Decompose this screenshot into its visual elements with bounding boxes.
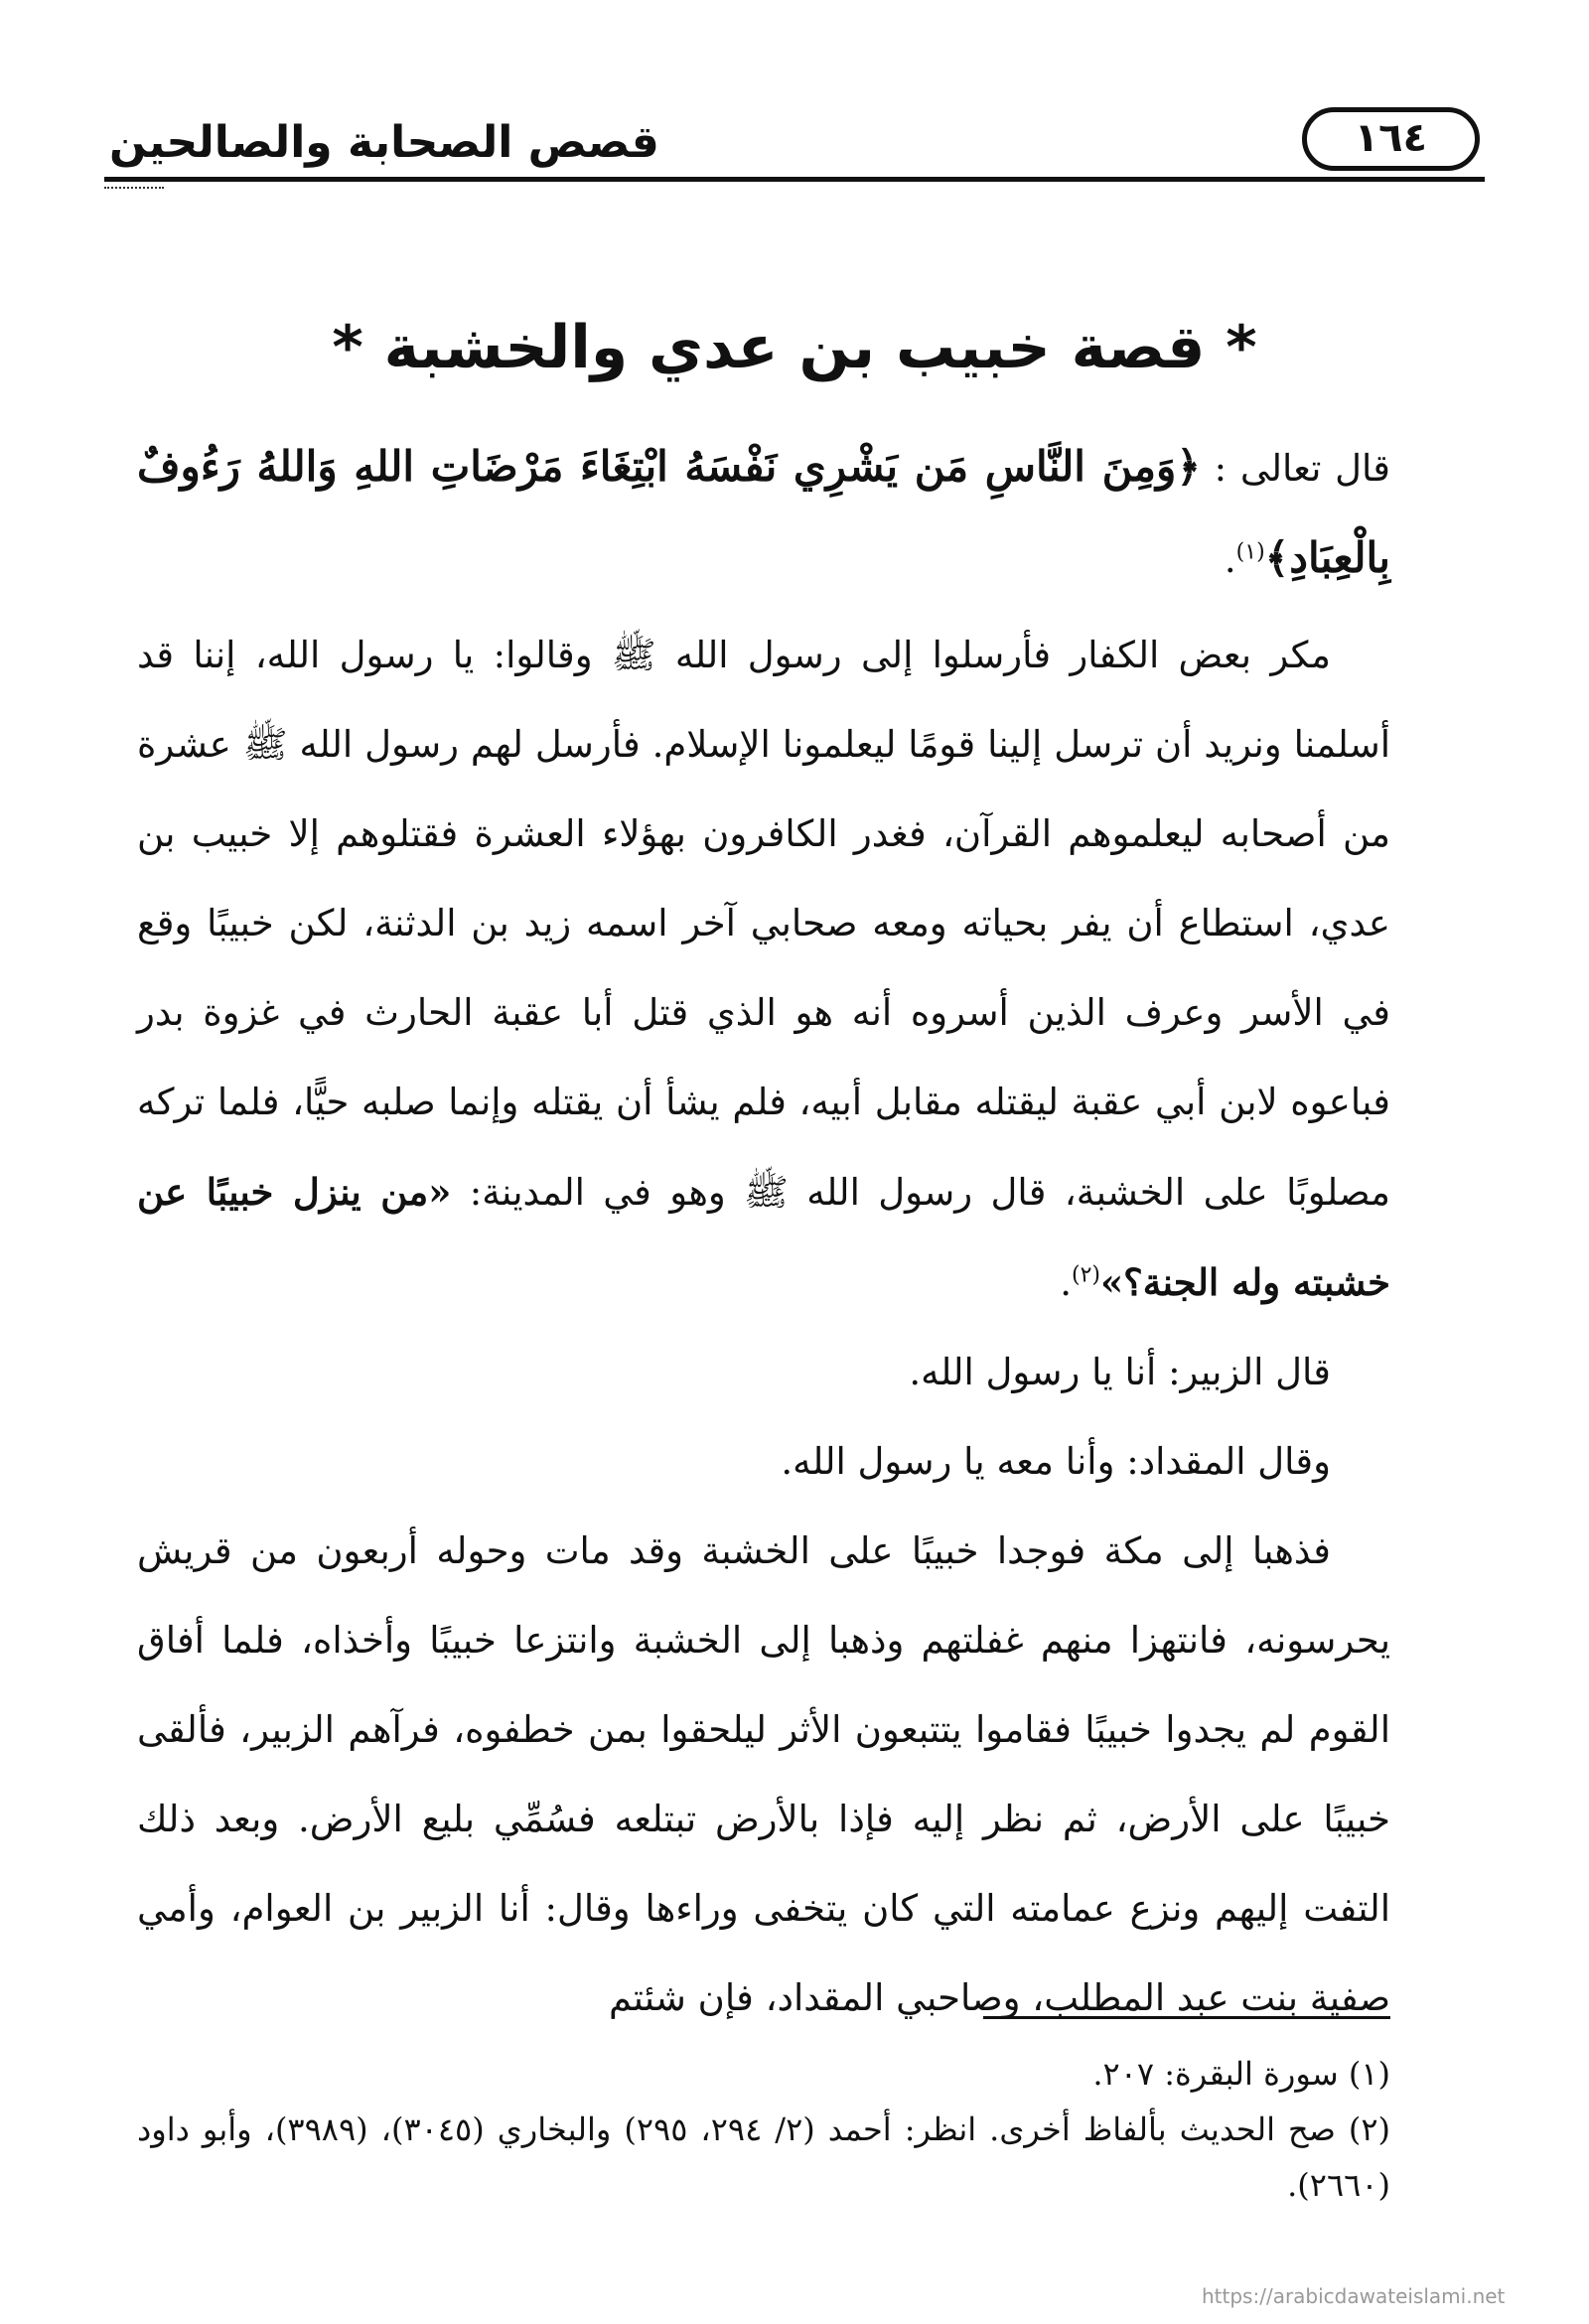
paragraph-4: فذهبا إلى مكة فوجدا خبيبًا على الخشبة وقد مات وحوله أربعون من قريش يحرسونه، فانتهزا منهم غفلتهم وذهبا إلى الخشبة وانتزعا خبيبًا وأخذاه، فلما أفاق القوم لم يجدوا خبيبًا فقاموا يتتبعون الأثر ليلحقوا بمن خطفوه، فرآهم الزبير، فألقى خبيبًا على الأرض، ثم نظر إليه فإذا بالأرض تبتلعه فسُمِّي بليع الأرض. وبعد ذلك التفت إليهم ونزع عمامته التي كان يتخفى وراءها وقال: أنا الزبير بن العوام، وأمي صفية بنت عبد المطلب، وصاحبي المقداد، فإن شئتم	[137, 1529, 1390, 2019]
verse-intro: قال تعالى :	[1214, 447, 1390, 490]
footnote-ref-2: (٢)	[1071, 1262, 1100, 1288]
verse-paragraph: قال تعالى : ﴿وَمِنَ النَّاسِ مَن يَشْرِي نَفْسَهُ ابْتِغَاءَ مَرْضَاتِ اللهِ وَاللهُ رَءُوفٌ بِالْعِبَادِ﴾$^{(١)}$.	[137, 442, 1390, 582]
verse-open-bracket: ﴿	[1176, 442, 1201, 491]
header-rule-dots	[104, 187, 164, 189]
footnote-ref-1: (١)	[1235, 539, 1265, 565]
watermark-url: https://arabicdawateislami.net	[1202, 2284, 1506, 2308]
paragraph-1-text: مكر بعض الكفار فأرسلوا إلى رسول الله ﷺ وقالوا: يا رسول الله، إننا قد أسلمنا ونريد أن ترسل إلينا قومًا ليعلمونا الإسلام. فأرسل لهم رسول الله ﷺ عشرة من أصحابه ليعلموهم القرآن، فغدر الكافرون بهؤلاء العشرة فقتلوهم إلا خبيب بن عدي، استطاع أن يفر بحياته ومعه صحابي آخر اسمه زيد بن الدثنة، لكن خبيبًا وقع في الأسر وعرف الذين أسروه أنه هو الذي قتل أبا عقبة الحارث في غزوة بدر فباعوه لابن أبي عقبة ليقتله مقابل أبيه، فلم يشأ أن يقتله وإنما صلبه حيًّا، فلما تركه مصلوبًا على الخشبة، قال رسول الله ﷺ وهو في المدينة:	[137, 634, 1390, 1214]
paragraph-3: وقال المقداد: وأنا معه يا رسول الله.	[781, 1440, 1331, 1483]
body-text	[137, 422, 1390, 2043]
paragraph-2: قال الزبير: أنا يا رسول الله.	[909, 1351, 1331, 1393]
quran-verse: وَمِنَ النَّاسِ مَن يَشْرِي نَفْسَهُ ابْتِغَاءَ مَرْضَاتِ اللهِ وَاللهُ رَءُوفٌ بِالْعِبَادِ	[137, 442, 1390, 582]
page-header	[109, 99, 1480, 179]
story-title: * قصة خبيب بن عدي والخشبة *	[332, 313, 1257, 382]
page-number-badge	[1302, 107, 1480, 179]
verse-close-bracket: ﴾	[1264, 533, 1290, 582]
footnote-rule	[983, 2016, 1390, 2019]
footnote-1: (١) سورة البقرة: ٢٠٧.	[1092, 2055, 1390, 2093]
footnote-2: (٢) صح الحديث بألفاظ أخرى. انظر: أحمد (٢/ ٢٩٤، ٢٩٥) والبخاري (٣٠٤٥)، (٣٩٨٩)، وأبو داود (٢٦٦٠).	[137, 2110, 1391, 2204]
page-number: ١٦٤	[1302, 107, 1480, 171]
book-title: قصص الصحابة والصالحين	[109, 117, 659, 168]
footnotes	[137, 2046, 1390, 2213]
hadith-quote: «من ينزل خبيبًا عن خشبته وله الجنة؟»	[137, 1170, 1390, 1304]
paragraph-1: مكر بعض الكفار فأرسلوا إلى رسول الله ﷺ وقالوا: يا رسول الله، إننا قد أسلمنا ونريد أن ترسل إلينا قومًا ليعلمونا الإسلام. فأرسل لهم رسول الله ﷺ عشرة من أصحابه ليعلموهم القرآن، فغدر الكافرون بهؤلاء العشرة فقتلوهم إلا خبيب بن عدي، استطاع أن يفر بحياته ومعه صحابي آخر اسمه زيد بن الدثنة، لكن خبيبًا وقع في الأسر وعرف الذين أسروه أنه هو الذي قتل أبا عقبة الحارث في غزوة بدر فباعوه لابن أبي عقبة ليقتله مقابل أبيه، فلم يشأ أن يقتله وإنما صلبه حيًّا، فلما تركه مصلوبًا على الخشبة، قال رسول الله ﷺ وهو في المدينة: «من ينزل خبيبًا عن خشبته وله الجنة؟»$^{(٢)}$.	[137, 634, 1390, 1304]
header-rule	[104, 177, 1485, 182]
